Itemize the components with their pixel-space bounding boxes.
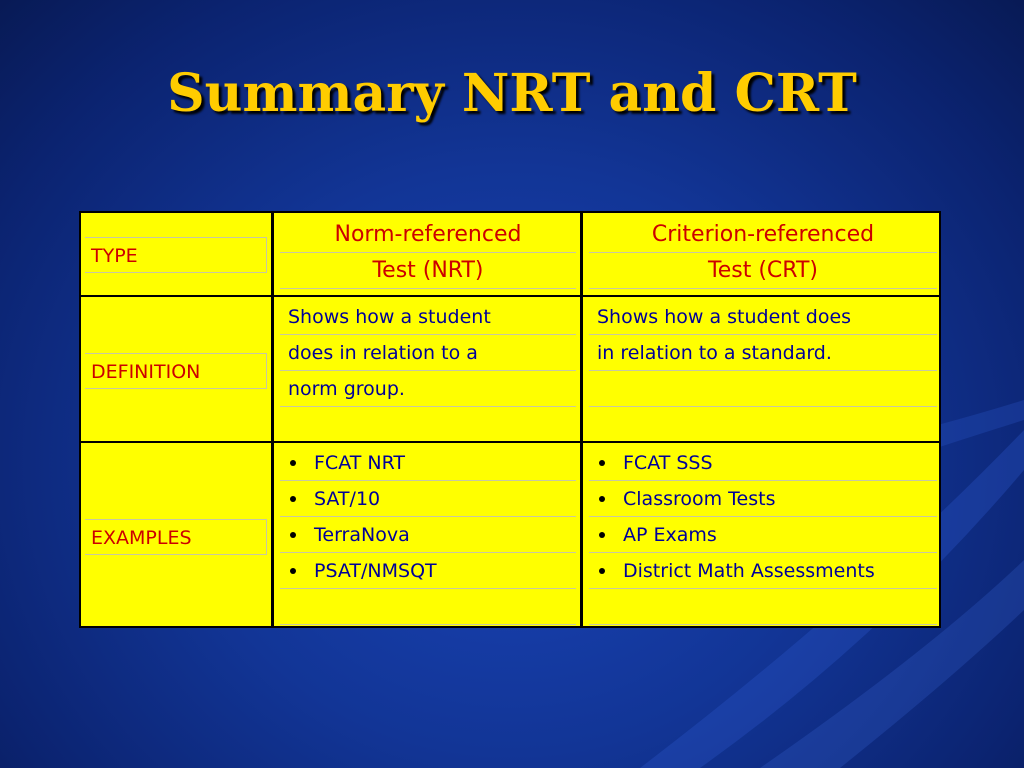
example-text: District Math Assessments	[623, 560, 875, 582]
definition-cell-crt	[589, 299, 937, 439]
header-crt-line2: Test (CRT)	[708, 258, 818, 283]
example-text: Classroom Tests	[623, 488, 776, 510]
list-item	[597, 517, 937, 553]
list-item	[288, 517, 576, 553]
definition-nrt-line3: norm group.	[288, 378, 405, 400]
list-item	[597, 553, 937, 589]
bullet-icon	[290, 568, 296, 574]
bullet-icon	[290, 496, 296, 502]
row-label-type: TYPE	[85, 237, 267, 273]
definition-crt-line2: in relation to a standard.	[597, 342, 832, 364]
row-label-examples: EXAMPLES	[85, 519, 267, 555]
example-text: TerraNova	[314, 524, 410, 546]
definition-nrt-line2: does in relation to a	[288, 342, 478, 364]
row-label-definition: DEFINITION	[85, 353, 267, 389]
list-item	[288, 445, 576, 481]
column-divider	[271, 213, 274, 626]
definition-nrt-line1: Shows how a student	[288, 306, 491, 328]
bullet-icon	[290, 532, 296, 538]
example-text: AP Exams	[623, 524, 717, 546]
example-text: FCAT NRT	[314, 452, 406, 474]
examples-cell-crt	[589, 445, 937, 625]
row-divider	[81, 441, 939, 443]
list-item	[597, 445, 937, 481]
bullet-icon	[599, 532, 605, 538]
bullet-icon	[599, 568, 605, 574]
header-cell-crt	[589, 217, 937, 293]
example-text: FCAT SSS	[623, 452, 713, 474]
bullet-icon	[290, 460, 296, 466]
example-text: PSAT/NMSQT	[314, 560, 437, 582]
example-text: SAT/10	[314, 488, 381, 510]
definition-cell-nrt	[280, 299, 576, 439]
examples-list-nrt	[280, 445, 576, 589]
column-divider	[580, 213, 583, 626]
bullet-icon	[599, 460, 605, 466]
header-nrt-line2: Test (NRT)	[372, 258, 484, 283]
list-item	[288, 553, 576, 589]
examples-cell-nrt	[280, 445, 576, 625]
header-nrt-line1: Norm-referenced	[334, 222, 522, 247]
examples-list-crt	[589, 445, 937, 589]
comparison-table	[79, 211, 941, 628]
definition-crt-line1: Shows how a student does	[597, 306, 852, 328]
row-divider	[81, 295, 939, 297]
header-cell-nrt	[280, 217, 576, 293]
bullet-icon	[599, 496, 605, 502]
list-item	[288, 481, 576, 517]
list-item	[597, 481, 937, 517]
header-crt-line1: Criterion-referenced	[651, 222, 875, 247]
slide-title: Summary NRT and CRT	[167, 63, 857, 124]
